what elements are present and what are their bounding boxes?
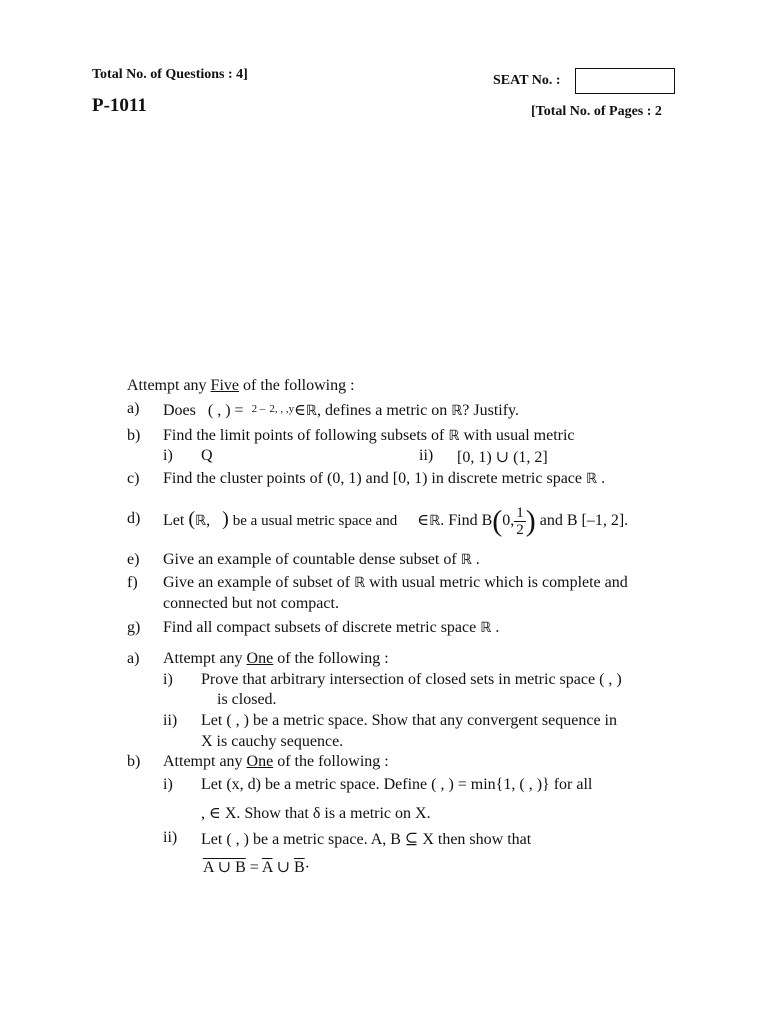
q1g-label: g): [127, 619, 141, 636]
q1b-text: Find the limit points of following subsets of ℝ with usual metric: [163, 427, 575, 444]
q2a-instruction: Attempt any One of the following :: [163, 650, 389, 667]
q1e-label: e): [127, 551, 140, 568]
q1e-text: Give an example of countable dense subset of ℝ .: [163, 551, 480, 568]
q2b-instruction: Attempt any One of the following :: [163, 753, 389, 770]
q1a-text: Does ( , ) = 2 – 2, , ,y∈ℝ, defines a metric on ℝ? Justify.: [163, 402, 520, 419]
q2b-i-label: i): [163, 776, 173, 793]
q1c-label: c): [127, 470, 140, 487]
fraction-one-half: $\frac{1}{2}$: [516, 504, 524, 538]
q1f-text: Give an example of subset of ℝ with usual metric which is complete and: [163, 574, 628, 591]
q2b-ii-label: ii): [163, 829, 178, 846]
q1a-label: a): [127, 400, 140, 417]
q2b-i-text: Let (x, d) be a metric space. Define ( , ) = min{1, ( , )} for all: [201, 776, 593, 793]
q1g-text: Find all compact subsets of discrete metric space ℝ .: [163, 619, 500, 636]
q1-instruction: Attempt any Five of the following :: [127, 377, 355, 394]
q1d-label: d): [127, 510, 141, 527]
q2b-label: b): [127, 753, 141, 770]
q2b-i-text-line2: , ∈ X. Show that δ is a metric on X.: [201, 805, 431, 822]
q1f-text-line2: connected but not compact.: [163, 595, 339, 612]
paper-code: P-1011: [92, 95, 147, 116]
q2a-i-label: i): [163, 671, 173, 688]
q1c-text: Find the cluster points of (0, 1) and [0, 1) in discrete metric space ℝ .: [163, 470, 606, 487]
seat-label: SEAT No. :: [493, 73, 561, 88]
q1b-ii-label: ii): [419, 447, 434, 464]
q1b-i-text: Q: [201, 447, 213, 464]
q2b-ii-text: Let ( , ) be a metric space. A, B ⊆ X then show that: [201, 831, 532, 848]
q1b-ii-text: [0, 1) ∪ (1, 2]: [457, 449, 548, 466]
q2a-ii-text-line2: X is cauchy sequence.: [201, 733, 344, 750]
q2a-ii-text: Let ( , ) be a metric space. Show that any convergent sequence in: [201, 712, 617, 729]
q2a-ii-label: ii): [163, 712, 178, 729]
q1d-text: Let (ℝ, ) be a usual metric space and ∈ℝ. Find B(0, $\frac{1}{2}$ ) and B [–1, 2].: [163, 504, 629, 538]
q1b-i-label: i): [163, 447, 173, 464]
q1b-label: b): [127, 427, 141, 444]
q2b-ii-formula: A ∪ $B = \overline{A}$ ∪ $\overline{B}\cdot$: [203, 859, 310, 876]
q2a-i-text: Prove that arbitrary intersection of closed sets in metric space ( , ): [201, 671, 622, 688]
total-questions: Total No. of Questions : 4]: [92, 67, 248, 82]
seat-number-box[interactable]: [575, 68, 675, 94]
q2a-label: a): [127, 650, 140, 667]
total-pages: [Total No. of Pages : 2: [531, 104, 662, 119]
q1f-label: f): [127, 574, 138, 591]
q2a-i-text-line2: is closed.: [217, 691, 277, 708]
